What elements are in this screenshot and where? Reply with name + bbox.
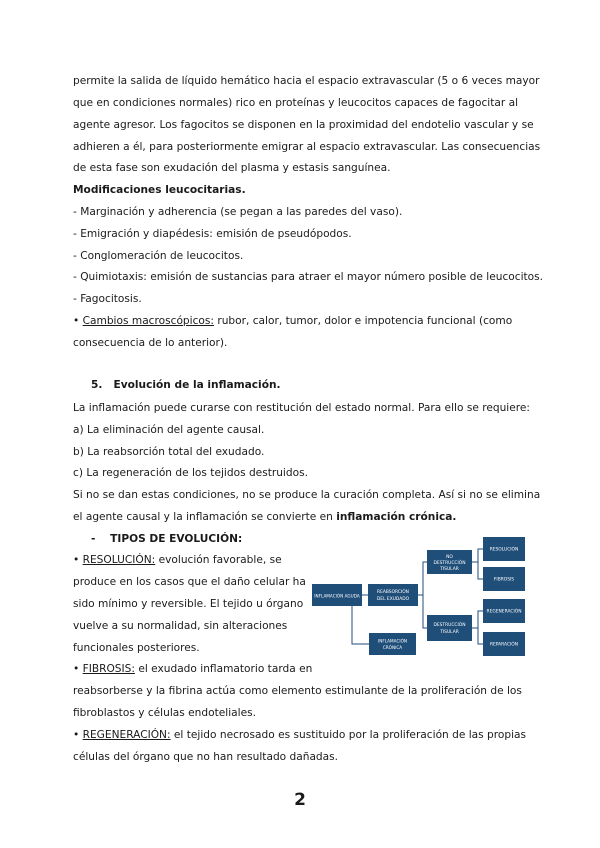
resolucion-label: RESOLUCIÓN:	[82, 554, 156, 566]
box-reabsorcion	[368, 584, 418, 606]
box-regeneracion-label: REGENERACIÓN	[486, 609, 522, 615]
box-destruccion-line2: TISULAR	[440, 630, 459, 635]
fibrosis-line-2: reabsorberse y la fibrina actúa como elemento estimulante de la proliferación de los	[73, 685, 522, 697]
modif-item-4: - Quimiotaxis: emisión de sustancias para atraer el mayor número posible de leucocitos.	[73, 271, 544, 283]
box-cronica-line2: CRÓNICA	[382, 645, 403, 650]
box-inflamacion-label: INFLAMACIÓN AGUDA	[314, 593, 360, 599]
resolucion-line-3: sido mínimo y reversible. El tejido u órgano	[73, 598, 304, 610]
box-no-destruccion-line1: NO	[446, 555, 453, 560]
intro-line-5: de esta fase son exudación del plasma y estasis sanguínea.	[73, 162, 391, 174]
modif-item-1: - Marginación y adherencia (se pegan a las paredes del vaso).	[73, 206, 403, 218]
cambios-line	[73, 314, 512, 328]
box-reabsorcion-line1: REABSORCIÓN	[377, 590, 409, 595]
bullet: •	[73, 663, 80, 675]
evol-p2-bold: inflamación crónica.	[336, 511, 457, 523]
box-reabsorcion-line2: DEL EXUDADO	[376, 597, 410, 602]
fibrosis-label: FIBROSIS:	[82, 663, 135, 675]
regeneracion-line-1	[73, 728, 526, 742]
box-inflamacion-aguda	[312, 584, 362, 606]
box-reparacion	[483, 632, 525, 656]
bullet: •	[73, 729, 80, 741]
regeneracion-text: el tejido necrosado es sustituido por la proliferación de las propias	[170, 729, 527, 741]
box-no-destruccion-line3: TISULAR	[440, 567, 459, 572]
cambios-text: rubor, calor, tumor, dolor e impotencia funcional (como	[214, 315, 513, 327]
evol-item-b: b) La reabsorción total del exudado.	[73, 446, 265, 458]
box-regeneracion	[483, 599, 525, 623]
evol-p2	[73, 510, 456, 524]
box-cronica	[369, 633, 416, 655]
tipos-dash: -	[91, 533, 96, 545]
evol-p2-text: el agente causal y la inflamación se convierte en	[73, 511, 337, 523]
section-title: Evolución de la inflamación.	[113, 379, 281, 391]
resolucion-line-5: funcionales posteriores.	[73, 642, 200, 654]
modif-heading: Modificaciones leucocitarias.	[73, 184, 246, 196]
fibrosis-text: el exudado inflamatorio tarda en	[134, 663, 313, 675]
fibrosis-line-3: fibroblastos y células endoteliales.	[73, 707, 256, 719]
section-number: 5.	[91, 379, 103, 391]
tipos-title: TIPOS DE EVOLUCIÓN:	[110, 533, 243, 545]
regeneracion-line-2: células del órgano que no han resultado dañadas.	[73, 751, 339, 763]
box-no-destruccion-line2: DESTRUCCIÓN	[433, 561, 466, 566]
box-resolucion	[483, 537, 525, 561]
evol-item-c: c) La regeneración de los tejidos destruidos.	[73, 467, 308, 479]
box-destruccion-line1: DESTRUCCIÓN	[433, 623, 466, 628]
modif-item-3: - Conglomeración de leucocitos.	[73, 250, 244, 262]
box-reparacion-label: REPARACIÓN	[489, 642, 519, 648]
regeneracion-label: REGENERACIÓN:	[82, 729, 171, 741]
box-cronica-line1: INFLAMACIÓN	[377, 638, 408, 644]
modif-item-2: - Emigración y diapédesis: emisión de pseudópodos.	[73, 228, 352, 240]
tipos-heading	[91, 532, 242, 546]
intro-line-3: agente agresor. Los fagocitos se disponen en la proximidad del endotelio vascular y se	[73, 119, 534, 131]
intro-line-1: permite la salida de líquido hemático hacia el espacio extravascular (5 o 6 veces mayor	[73, 75, 540, 87]
bullet: •	[73, 315, 80, 327]
cambios-label: Cambios macroscópicos:	[82, 315, 214, 327]
fibrosis-line-1	[73, 662, 312, 676]
bullet: •	[73, 554, 80, 566]
intro-line-2: que en condiciones normales) rico en proteínas y leucocitos capaces de fagocitar al	[73, 97, 519, 109]
box-no-destruccion	[427, 550, 472, 574]
resolucion-line-4: vuelve a su normalidad, sin alteraciones	[73, 620, 288, 632]
page-number: 2	[294, 790, 306, 810]
box-resolucion-label: RESOLUCIÓN	[489, 547, 519, 553]
resolucion-line-2: produce en los casos que el daño celular ha	[73, 576, 306, 588]
cambios-cont: consecuencia de lo anterior).	[73, 337, 228, 349]
evol-intro: La inflamación puede curarse con restitución del estado normal. Para ello se requiere:	[73, 402, 530, 414]
box-fibrosis	[483, 567, 525, 591]
box-fibrosis-label: FIBROSIS	[493, 577, 515, 583]
evol-p1: Si no se dan estas condiciones, no se produce la curación completa. Así si no se elimina	[73, 489, 541, 501]
section-5-heading	[91, 378, 281, 392]
resolucion-text: evolución favorable, se	[155, 554, 282, 566]
modif-item-5: - Fagocitosis.	[73, 293, 142, 305]
evolution-flow-diagram	[310, 533, 528, 663]
intro-line-4: adhieren a él, para posteriormente emigrar al espacio extravascular. Las consecuencias	[73, 141, 541, 153]
resolucion-line-1	[73, 553, 282, 567]
evol-item-a: a) La eliminación del agente causal.	[73, 424, 265, 436]
box-destruccion	[427, 615, 472, 641]
